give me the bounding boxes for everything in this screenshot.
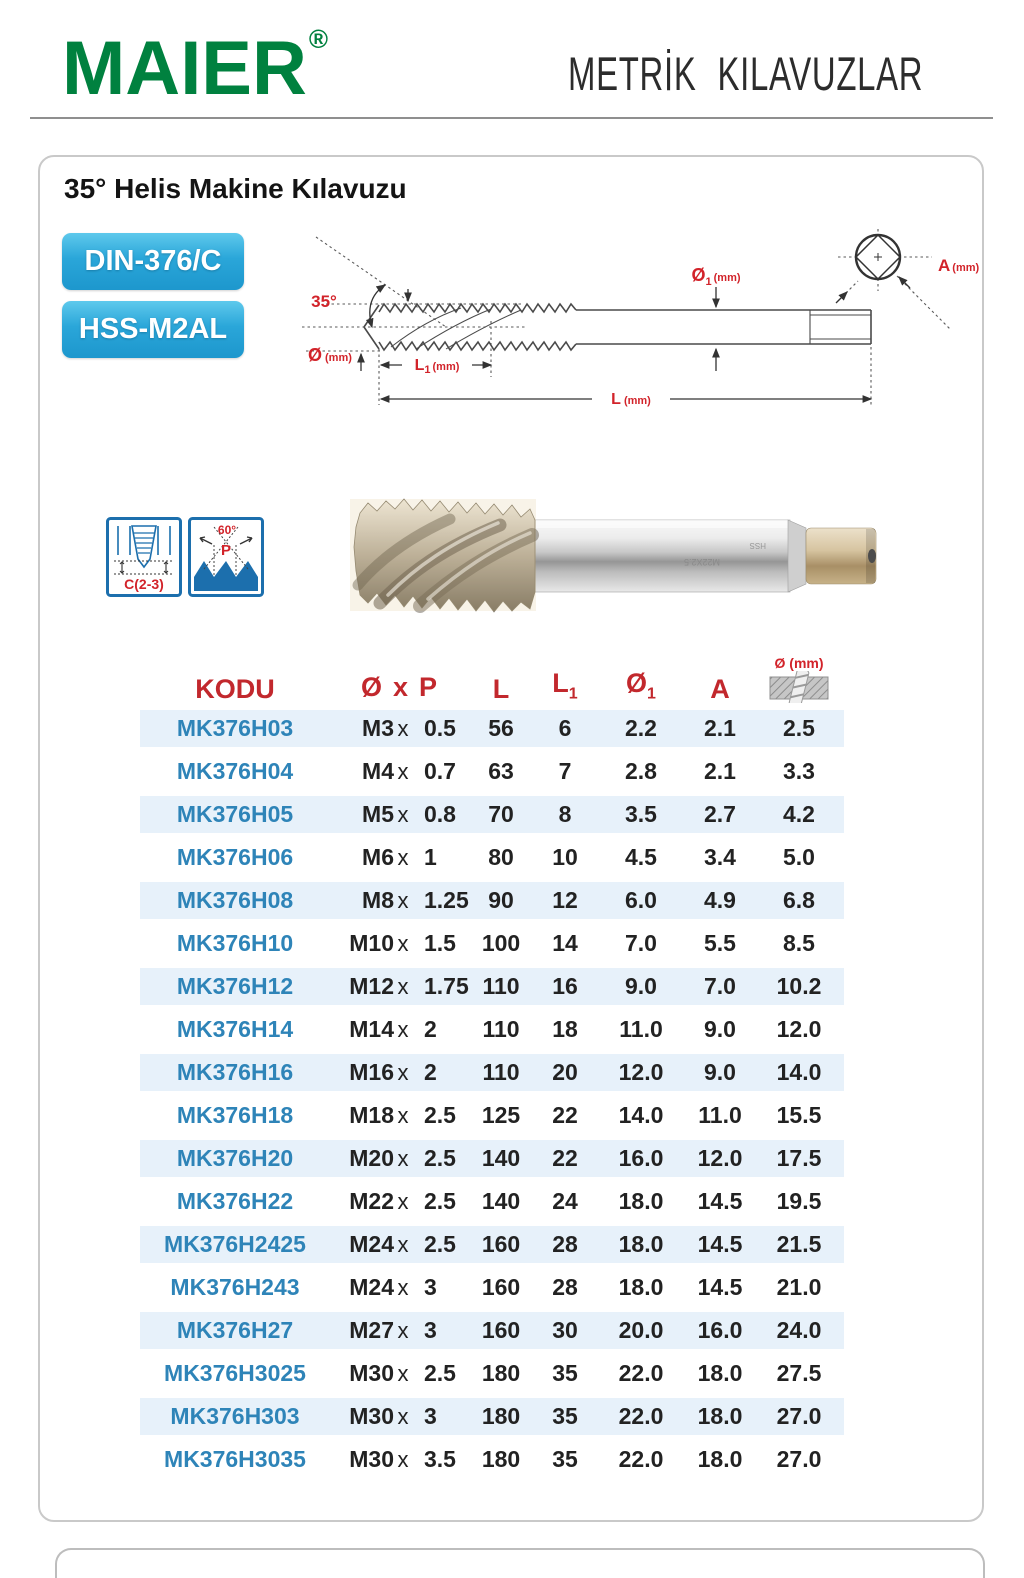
cell-a: 3.4	[704, 844, 736, 870]
cell-a: 9.0	[704, 1016, 736, 1042]
cell-code: MK376H18	[176, 1102, 294, 1128]
cell-x: x	[397, 1188, 409, 1214]
cell-l1: 6	[558, 715, 572, 741]
cell-size: M30	[349, 1403, 394, 1429]
cell-d1: 2.8	[625, 758, 657, 784]
table-row	[140, 1180, 844, 1223]
table-row	[140, 836, 844, 879]
cell-l1: 28	[552, 1274, 578, 1300]
header-a: A	[710, 673, 730, 704]
cell-x: x	[397, 1274, 409, 1300]
cell-size: M24	[349, 1274, 394, 1300]
cell-code: MK376H03	[176, 715, 294, 741]
l-label: L (mm)	[611, 391, 651, 408]
cell-pitch: 2	[424, 1059, 437, 1085]
cell-x: x	[397, 1016, 409, 1042]
cell-size: M6	[362, 844, 394, 870]
table-row	[140, 1008, 844, 1051]
cell-x: x	[397, 1145, 409, 1171]
helix-angle-label: 35°	[311, 292, 337, 311]
cell-l: 110	[482, 973, 520, 999]
cell-d: 2.5	[783, 715, 815, 741]
cell-d: 6.8	[783, 887, 815, 913]
cell-size: M4	[362, 758, 394, 784]
badge-din-standard: DIN-376/C	[62, 233, 244, 290]
chamfer-label: C(2-3)	[124, 576, 164, 592]
cell-d: 4.2	[783, 801, 815, 827]
cell-x: x	[397, 1231, 409, 1257]
cell-d: 27.0	[776, 1403, 822, 1429]
cell-pitch: 2.5	[424, 1188, 456, 1214]
cell-code: MK376H05	[176, 801, 294, 827]
header-dia: Ø	[360, 672, 382, 702]
cell-d1: 18.0	[618, 1274, 664, 1300]
cell-code: MK376H08	[176, 887, 294, 913]
cell-x: x	[397, 1317, 409, 1343]
cell-d1: 22.0	[618, 1446, 664, 1472]
cell-a: 11.0	[698, 1102, 742, 1128]
cell-a: 9.0	[704, 1059, 736, 1085]
registered-mark: ®	[308, 24, 329, 54]
cell-l: 180	[481, 1360, 521, 1386]
spec-table	[140, 643, 844, 1481]
cell-x: x	[397, 887, 409, 913]
cell-l: 140	[481, 1188, 521, 1214]
cell-size: M20	[349, 1145, 394, 1171]
cell-l1: 24	[552, 1188, 578, 1214]
cell-a: 14.5	[697, 1188, 743, 1214]
cell-code: MK376H20	[176, 1145, 294, 1171]
brand-name: MAIER	[62, 26, 307, 111]
header-l: L	[492, 673, 510, 704]
cell-code: MK376H16	[176, 1059, 294, 1085]
square-drive-end	[806, 528, 876, 584]
cell-x: x	[397, 930, 409, 956]
cell-code: MK376H22	[176, 1188, 294, 1214]
cell-x: x	[397, 801, 409, 827]
table-row	[140, 1309, 844, 1352]
cell-d1: 18.0	[618, 1188, 664, 1214]
header-kodu: KODU	[195, 673, 275, 704]
cell-a: 12.0	[697, 1145, 743, 1171]
mini-icons	[106, 517, 264, 597]
cell-d: 12.0	[776, 1016, 822, 1042]
cell-size: M30	[349, 1446, 394, 1472]
cell-l: 110	[482, 1059, 520, 1085]
cell-l: 70	[488, 801, 514, 827]
cell-a: 16.0	[697, 1317, 743, 1343]
cell-l1: 10	[552, 844, 578, 870]
header-d1: $Ø_1$	[626, 667, 656, 703]
cell-d1: 4.5	[625, 844, 657, 870]
cell-l1: 20	[552, 1059, 578, 1085]
l1-label: L1 (mm)	[414, 357, 460, 376]
cell-l: 125	[481, 1102, 521, 1128]
table-row	[140, 707, 844, 750]
table-header-row	[140, 643, 844, 707]
cell-l: 140	[481, 1145, 521, 1171]
cell-x: x	[397, 973, 409, 999]
header-shank-dia-label: Ø (mm)	[774, 655, 824, 671]
cell-d1: 9.0	[625, 973, 657, 999]
technical-drawing	[286, 225, 998, 433]
cell-l: 90	[488, 887, 514, 913]
cell-size: M16	[349, 1059, 394, 1085]
cell-pitch: 2.5	[424, 1231, 456, 1257]
d1-label: $Ø_1$ $^{(mm)}$	[691, 265, 741, 288]
cell-size: M18	[349, 1102, 394, 1128]
table-body	[140, 707, 844, 1481]
dimension-arrows	[361, 277, 910, 399]
cell-size: M8	[362, 887, 394, 913]
cell-l1: 22	[552, 1102, 578, 1128]
cell-x: x	[397, 844, 409, 870]
cell-l1: 7	[558, 758, 572, 784]
cell-a: 18.0	[697, 1403, 743, 1429]
cell-size: M22	[349, 1188, 394, 1214]
cell-pitch: 2.5	[424, 1360, 456, 1386]
cell-d: 17.5	[776, 1145, 822, 1171]
cell-size: M14	[349, 1016, 394, 1042]
a-label: A (mm)	[938, 256, 980, 275]
header-l1: $L_1$	[552, 667, 578, 703]
cell-d1: 6.0	[625, 887, 657, 913]
shank-chamfer	[788, 520, 806, 592]
cell-l: 160	[481, 1317, 521, 1343]
cell-d: 27.0	[776, 1446, 822, 1472]
cell-d1: 22.0	[618, 1360, 664, 1386]
cell-d1: 2.2	[625, 715, 657, 741]
cell-d1: 7.0	[625, 930, 657, 956]
cell-a: 18.0	[697, 1446, 743, 1472]
tap-dimension-diagram	[286, 225, 998, 433]
cell-x: x	[397, 715, 409, 741]
next-card-edge	[55, 1548, 985, 1578]
cell-l1: 35	[552, 1403, 578, 1429]
cell-d: 15.5	[776, 1102, 822, 1128]
shank-cross-section	[856, 235, 900, 279]
cell-code: MK376H12	[176, 973, 294, 999]
cell-x: x	[397, 1102, 409, 1128]
cell-code: MK376H3025	[164, 1360, 306, 1386]
card-title: 35° Helis Makine Kılavuzu	[64, 173, 407, 204]
cell-size: M3	[362, 715, 394, 741]
cell-code: MK376H04	[176, 758, 294, 784]
drill-hole-icon	[769, 671, 829, 703]
cell-d1: 14.0	[618, 1102, 664, 1128]
cell-code: MK376H303	[170, 1403, 300, 1429]
brand-logo	[62, 24, 329, 111]
cell-code: MK376H2425	[164, 1231, 306, 1257]
diameter-label: Ø (mm)	[308, 345, 352, 365]
cell-d1: 16.0	[618, 1145, 664, 1171]
cell-pitch: 3.5	[424, 1446, 456, 1472]
cell-l1: 18	[552, 1016, 578, 1042]
cell-pitch: 3	[424, 1274, 437, 1300]
cell-l: 63	[488, 758, 514, 784]
cell-pitch: 0.7	[424, 758, 456, 784]
product-card	[38, 155, 984, 1522]
cell-l: 180	[481, 1403, 521, 1429]
engraving-text: M22X2.5	[683, 557, 720, 567]
cell-x: x	[397, 1446, 409, 1472]
cell-d: 5.0	[783, 844, 815, 870]
cell-size: M27	[349, 1317, 394, 1343]
cell-l: 160	[481, 1274, 521, 1300]
cell-a: 2.1	[704, 758, 736, 784]
table-row	[140, 1223, 844, 1266]
table-row	[140, 1395, 844, 1438]
cell-x: x	[397, 758, 409, 784]
thread-angle-label: 60°	[217, 523, 237, 537]
cell-l: 180	[481, 1446, 521, 1472]
cell-a: 14.5	[697, 1274, 743, 1300]
pitch-label: P	[220, 542, 232, 559]
cell-x: x	[397, 1360, 409, 1386]
table-row	[140, 793, 844, 836]
cell-code: MK376H3035	[164, 1446, 306, 1472]
cell-pitch: 1	[424, 844, 437, 870]
header-shank-dia	[754, 656, 844, 703]
cell-l1: 28	[552, 1231, 578, 1257]
cell-l1: 35	[552, 1446, 578, 1472]
chamfer-icon	[106, 517, 182, 597]
table-row	[140, 1137, 844, 1180]
cell-d1: 11.0	[619, 1016, 663, 1042]
cell-pitch: 2	[424, 1016, 437, 1042]
cell-l1: 35	[552, 1360, 578, 1386]
table-row	[140, 1051, 844, 1094]
cell-d: 8.5	[783, 930, 815, 956]
cell-l: 110	[482, 1016, 520, 1042]
header-divider	[30, 117, 993, 119]
cell-d: 21.5	[776, 1231, 822, 1257]
cell-d1: 22.0	[618, 1403, 664, 1429]
table-row	[140, 750, 844, 793]
cell-pitch: 0.8	[424, 801, 456, 827]
table-row	[140, 1094, 844, 1137]
cell-pitch: 2.5	[424, 1145, 456, 1171]
table-row	[140, 922, 844, 965]
cell-a: 4.9	[704, 887, 736, 913]
cell-l1: 30	[552, 1317, 578, 1343]
product-photo	[350, 487, 880, 622]
cell-d1: 12.0	[618, 1059, 664, 1085]
cell-a: 2.7	[704, 801, 736, 827]
cell-l: 160	[481, 1231, 521, 1257]
cell-size: M5	[362, 801, 394, 827]
cell-d1: 3.5	[625, 801, 657, 827]
construction-lines	[302, 229, 950, 405]
cell-a: 18.0	[697, 1360, 743, 1386]
cell-d1: 20.0	[618, 1317, 664, 1343]
cell-size: M12	[349, 973, 394, 999]
cell-pitch: 1.5	[424, 930, 456, 956]
thread-profile-icon	[188, 517, 264, 597]
cell-d: 21.0	[776, 1274, 822, 1300]
cell-a: 7.0	[704, 973, 736, 999]
cell-pitch: 2.5	[424, 1102, 456, 1128]
cell-l1: 12	[552, 887, 578, 913]
cell-d: 19.5	[776, 1188, 822, 1214]
cell-l1: 8	[558, 801, 572, 827]
page-title: METRİK KILAVUZLAR	[568, 47, 924, 100]
cell-d1: 18.0	[618, 1231, 664, 1257]
table-row	[140, 965, 844, 1008]
cell-code: MK376H14	[176, 1016, 294, 1042]
engraving-text-2: HSS	[749, 541, 766, 550]
cell-d: 14.0	[776, 1059, 822, 1085]
cell-pitch: 3	[424, 1317, 437, 1343]
cell-l1: 16	[552, 973, 578, 999]
cell-code: MK376H243	[170, 1274, 300, 1300]
cell-a: 14.5	[697, 1231, 743, 1257]
header-x: x	[392, 672, 409, 702]
table-row	[140, 1438, 844, 1481]
cell-x: x	[397, 1059, 409, 1085]
cell-code: MK376H10	[176, 930, 294, 956]
table-row	[140, 879, 844, 922]
cell-l: 100	[481, 930, 521, 956]
cell-a: 5.5	[704, 930, 736, 956]
cell-d: 10.2	[776, 973, 822, 999]
cell-x: x	[397, 1403, 409, 1429]
cell-pitch: 1.75	[424, 973, 469, 999]
table-row	[140, 1266, 844, 1309]
cell-l: 80	[488, 844, 514, 870]
cell-pitch: 1.25	[424, 887, 469, 913]
cell-l1: 22	[552, 1145, 578, 1171]
cell-l1: 14	[552, 930, 578, 956]
header-p: P	[419, 672, 438, 702]
cell-size: M24	[349, 1231, 394, 1257]
cell-pitch: 0.5	[424, 715, 456, 741]
badge-material: HSS-M2AL	[62, 301, 244, 358]
header-dia-x-p	[330, 672, 468, 703]
cell-pitch: 3	[424, 1403, 437, 1429]
cell-a: 2.1	[704, 715, 736, 741]
tap-shank	[510, 520, 790, 592]
table-row	[140, 1352, 844, 1395]
cell-size: M30	[349, 1360, 394, 1386]
cell-code: MK376H27	[176, 1317, 294, 1343]
tap-photo	[350, 487, 880, 622]
cell-l: 56	[488, 715, 514, 741]
cell-size: M10	[349, 930, 394, 956]
cell-d: 27.5	[776, 1360, 822, 1386]
cell-d: 24.0	[776, 1317, 822, 1343]
cell-d: 3.3	[783, 758, 815, 784]
cell-code: MK376H06	[176, 844, 294, 870]
